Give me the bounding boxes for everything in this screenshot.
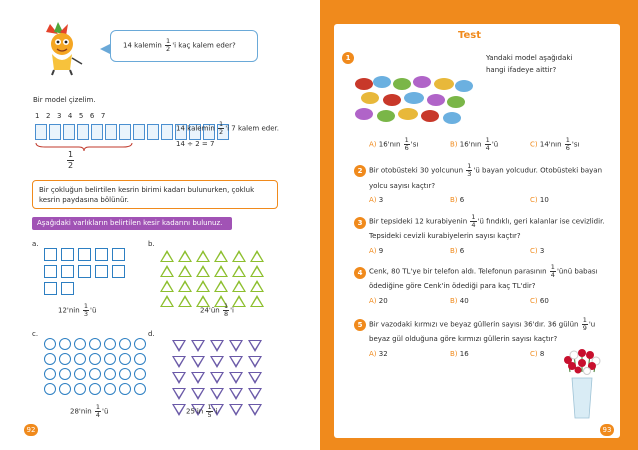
expr-pre: 28'nin [70, 407, 92, 416]
triangle-shape [160, 295, 174, 307]
circle-shape [119, 338, 131, 350]
triangle-shape [250, 250, 264, 262]
inverted-triangle-shape [229, 404, 243, 416]
triangle-shape [160, 280, 174, 292]
circle-shape [59, 353, 71, 365]
option-label: B) [450, 140, 458, 149]
circle-shape [134, 338, 146, 350]
option-value: 8 [539, 350, 545, 358]
circle-shape [44, 353, 56, 365]
circle-shape [44, 338, 56, 350]
fraction-denominator: 6 [565, 144, 570, 152]
item-letter-d: d. [148, 330, 155, 338]
q1-text-line1: Yandaki model aşağıdaki [486, 54, 573, 62]
q1-option-b[interactable] [450, 137, 498, 152]
fraction-numerator: 1 [83, 302, 89, 310]
square-shape [78, 265, 91, 278]
inverted-triangle-shape [229, 388, 243, 400]
triangle-shape [232, 250, 246, 262]
option-label: B) [450, 350, 458, 358]
bubble-text-post: 'i kaç kalem eder? [172, 41, 236, 50]
triangle-shape [178, 250, 192, 262]
circle-shape [104, 353, 116, 365]
q3-text-line1 [369, 214, 605, 229]
fraction-denominator: 2 [166, 45, 171, 53]
unit-cube [91, 124, 103, 140]
q4-option-c[interactable] [530, 297, 549, 306]
fraction-numerator: 1 [485, 136, 490, 144]
option-post: 'ü [491, 140, 499, 149]
model-heading: Bir model çizelim. [33, 96, 96, 104]
fraction-denominator: 3 [83, 310, 89, 318]
option-value: 3 [378, 196, 384, 204]
item-expression-c [70, 404, 108, 419]
inverted-triangle-shape [191, 340, 205, 352]
cube-number: 1 [35, 112, 40, 120]
circle-shape [89, 368, 101, 380]
calc-text-post: 'i 7 kalem eder. [225, 124, 279, 133]
circle-grid [44, 338, 146, 395]
option-label: C) [530, 140, 538, 149]
fraction-numerator: 1 [166, 37, 171, 45]
fraction-numerator: 1 [550, 263, 555, 271]
triangle-shape [196, 280, 210, 292]
triangle-shape [250, 265, 264, 277]
calc-text-pre: 14 kalemin [176, 124, 215, 133]
rose-vase-icon [562, 348, 602, 420]
calculation-1 [176, 121, 279, 136]
circle-shape [119, 368, 131, 380]
cube-number: 7 [100, 112, 106, 120]
inverted-triangle-shape [210, 372, 224, 384]
item-letter-a: a. [32, 240, 39, 248]
fraction-numerator: 1 [565, 136, 570, 144]
square-shape [112, 248, 125, 261]
unit-cube [119, 124, 131, 140]
expr-post: 'i [213, 407, 218, 416]
inverted-triangle-shape [248, 356, 262, 368]
q4-option-a[interactable] [369, 297, 388, 306]
circle-shape [59, 368, 71, 380]
triangle-shape [232, 280, 246, 292]
inverted-triangle-shape [210, 388, 224, 400]
fraction-denominator: 4 [471, 221, 476, 229]
q2-option-b[interactable] [450, 196, 464, 205]
option-label: C) [530, 350, 538, 358]
unit-cube [63, 124, 75, 140]
expr-post: 'ü [90, 306, 97, 315]
option-value: 6 [459, 247, 465, 255]
circle-shape [134, 353, 146, 365]
fraction-denominator: 2 [68, 161, 74, 170]
option-pre: 14'nın [539, 140, 562, 149]
square-shape [112, 265, 125, 278]
circle-shape [119, 353, 131, 365]
triangle-shape [232, 265, 246, 277]
item-letter-c: c. [32, 330, 39, 338]
question-number-1: 1 [342, 52, 354, 64]
triangle-shape [196, 265, 210, 277]
unit-cube [105, 124, 117, 140]
q3-pre: Bir tepsideki 12 kurabiyenin [369, 217, 468, 226]
inverted-triangle-shape [229, 356, 243, 368]
bubble-text-pre: 14 kalemin [123, 41, 162, 50]
square-shape [61, 265, 74, 278]
inverted-triangle-shape [191, 356, 205, 368]
inverted-triangle-shape [248, 404, 262, 416]
unit-cube [161, 124, 173, 140]
info-text: Bir çokluğun belirtilen kesrin birimi kadarı bulunurken, çokluk kesrin paydasına bölünür. [39, 186, 255, 204]
fraction-numerator: 1 [223, 302, 229, 310]
triangle-shape [160, 265, 174, 277]
option-value: 40 [459, 297, 469, 305]
circle-shape [74, 353, 86, 365]
expr-pre: 25'in [186, 407, 204, 416]
q1-option-c[interactable] [530, 137, 579, 152]
unit-cube [49, 124, 61, 140]
inverted-triangle-shape [210, 356, 224, 368]
expr-pre: 12'nin [58, 306, 80, 315]
fraction-numerator: 1 [68, 150, 74, 159]
inverted-triangle-shape [172, 340, 186, 352]
inverted-triangle-shape [229, 340, 243, 352]
circle-shape [74, 383, 86, 395]
triangle-shape [214, 265, 228, 277]
q2-option-c[interactable] [530, 196, 549, 205]
question-number-2: 2 [354, 165, 366, 177]
speech-bubble-tail [100, 44, 110, 54]
unit-cube [77, 124, 89, 140]
circle-shape [89, 353, 101, 365]
question-number-5: 5 [354, 319, 366, 331]
option-value: 32 [378, 350, 388, 358]
q4-text-line2: ödediğine göre Cenk'in ödediği para kaç TL'dir? [369, 282, 536, 290]
triangle-grid [160, 250, 265, 307]
square-shape [44, 282, 57, 295]
fraction-numerator: 1 [467, 162, 472, 170]
cube-number: 4 [67, 112, 73, 120]
inverted-triangle-shape [172, 388, 186, 400]
expr-pre: 24'ün [200, 306, 220, 315]
inverted-triangle-shape [172, 356, 186, 368]
q3-option-a[interactable] [369, 247, 383, 256]
fraction-denominator: 5 [207, 411, 212, 419]
circle-shape [104, 368, 116, 380]
q3-post: 'ü fındıklı, geri kalanlar ise cevizlidir. [477, 217, 605, 226]
circle-shape [134, 368, 146, 380]
q5-post: 'u [588, 320, 596, 329]
fraction-numerator: 1 [471, 213, 476, 221]
square-shape [61, 248, 74, 261]
q2-option-a[interactable] [369, 196, 383, 205]
colored-leaves-model-icon [352, 74, 482, 126]
q2-text-line1 [369, 163, 602, 178]
option-label: A) [369, 247, 377, 255]
option-value: 60 [539, 297, 549, 305]
square-shape [44, 248, 57, 261]
unit-cube [147, 124, 159, 140]
brace-fraction [66, 150, 75, 171]
q5-option-c[interactable] [530, 350, 544, 359]
q5-option-b[interactable] [450, 350, 469, 359]
inverted-triangle-shape [172, 372, 186, 384]
fraction-denominator: 4 [485, 144, 490, 152]
inverted-triangle-shape [191, 388, 205, 400]
fraction-numerator: 1 [95, 403, 101, 411]
circle-shape [119, 383, 131, 395]
option-value: 20 [378, 297, 388, 305]
cube-number: 6 [89, 112, 95, 120]
cube-number: 2 [45, 112, 51, 120]
square-shape [61, 282, 74, 295]
circle-shape [59, 338, 71, 350]
inverted-triangle-shape [191, 372, 205, 384]
circle-shape [44, 368, 56, 380]
option-label: B) [450, 247, 458, 255]
option-label: C) [530, 196, 538, 204]
triangle-shape [214, 280, 228, 292]
fraction-denominator: 6 [404, 144, 409, 152]
q2-pre: Bir otobüsteki 30 yolcunun [369, 166, 464, 175]
triangle-shape [178, 280, 192, 292]
q2-post: 'ü bayan yolcudur. Otobüsteki bayan [473, 166, 603, 175]
fraction-numerator: 1 [404, 136, 409, 144]
q5-pre: Bir vazodaki kırmızı ve beyaz güllerin sayısı 36'dır. 36 gülün [369, 320, 579, 329]
q2-text-line2: yolcu sayısı kaçtır? [369, 182, 436, 190]
bubble-fraction [165, 38, 171, 53]
triangle-shape [196, 250, 210, 262]
fraction-denominator: 3 [467, 170, 472, 178]
option-value: 16 [459, 350, 469, 358]
test-title: Test [458, 30, 482, 41]
cube-number: 5 [78, 112, 84, 120]
question-number-4: 4 [354, 267, 366, 279]
instruction-bar [32, 217, 232, 230]
calculation-2: 14 ÷ 2 = 7 [176, 140, 215, 148]
q4-pre: Cenk, 80 TL'ye bir telefon aldı. Telefonun parasının [369, 267, 547, 276]
option-pre: 16'nın [459, 140, 482, 149]
mascot-character-icon [36, 20, 86, 76]
circle-shape [104, 383, 116, 395]
circle-shape [89, 383, 101, 395]
option-label: C) [530, 297, 538, 305]
circle-shape [74, 338, 86, 350]
inverted-triangle-shape [248, 340, 262, 352]
circle-shape [89, 338, 101, 350]
option-label: B) [450, 196, 458, 204]
square-shape [44, 265, 57, 278]
option-label: C) [530, 247, 538, 255]
inverted-triangle-shape [210, 340, 224, 352]
triangle-shape [232, 295, 246, 307]
cube-numbers [35, 112, 105, 121]
instruction-text: Aşağıdaki varlıkların belirtilen kesir kadarını bulunuz. [37, 219, 223, 227]
inverted-triangle-shape [248, 388, 262, 400]
q4-post: 'ünü babası [556, 267, 598, 276]
q4-option-b[interactable] [450, 297, 469, 306]
fraction-denominator: 9 [582, 324, 587, 332]
circle-shape [59, 383, 71, 395]
option-label: B) [450, 297, 458, 305]
q3-option-b[interactable] [450, 247, 464, 256]
bubble-question [123, 38, 236, 53]
option-label: A) [369, 350, 377, 358]
speech-bubble [110, 30, 258, 62]
q1-option-a[interactable] [369, 137, 418, 152]
item-letter-b: b. [148, 240, 155, 248]
fraction-denominator: 4 [550, 271, 555, 279]
fraction-numerator: 1 [207, 403, 212, 411]
triangle-shape [160, 250, 174, 262]
square-shape [78, 248, 91, 261]
q5-option-a[interactable] [369, 350, 388, 359]
option-post: 'sı [410, 140, 419, 149]
inverted-triangle-shape [172, 404, 186, 416]
fraction-numerator: 1 [582, 316, 587, 324]
inverted-triangle-shape [229, 372, 243, 384]
fraction-denominator: 4 [95, 411, 101, 419]
page-number-left: 92 [24, 424, 38, 436]
fraction-numerator: 1 [219, 120, 224, 128]
fraction-denominator: 8 [223, 310, 229, 318]
square-shape [95, 248, 108, 261]
triangle-shape [214, 250, 228, 262]
q1-text-line2: hangi ifadeye aittir? [486, 66, 557, 74]
option-label: A) [369, 297, 377, 305]
square-grid [44, 248, 125, 295]
fraction-denominator: 2 [219, 128, 224, 136]
triangle-shape [250, 295, 264, 307]
expr-post: 'ü [102, 407, 109, 416]
circle-shape [74, 368, 86, 380]
info-box [32, 180, 278, 209]
option-value: 9 [378, 247, 384, 255]
page-number-right: 93 [600, 424, 614, 436]
cube-number: 3 [56, 112, 62, 120]
question-number-3: 3 [354, 217, 366, 229]
q5-text-line1 [369, 317, 595, 332]
q5-text-line2: beyaz gül olduğuna göre kırmızı güllerin sayısı kaçtır? [369, 335, 558, 343]
triangle-shape [178, 265, 192, 277]
curly-brace [35, 142, 133, 152]
item-expression-a [58, 303, 96, 318]
triangle-shape [250, 280, 264, 292]
item-expression-d [186, 404, 217, 419]
q3-option-c[interactable] [530, 247, 544, 256]
option-post: 'sı [571, 140, 580, 149]
unit-cube [133, 124, 145, 140]
option-value: 3 [539, 247, 545, 255]
circle-shape [44, 383, 56, 395]
expr-post: 'i [230, 306, 234, 315]
inverted-triangle-shape [248, 372, 262, 384]
square-shape [95, 265, 108, 278]
q3-text-line2: Tepsideki cevizli kurabiyelerin sayısı kaçtır? [369, 232, 521, 240]
option-label: A) [369, 140, 377, 149]
circle-shape [134, 383, 146, 395]
option-label: A) [369, 196, 377, 204]
option-value: 6 [459, 196, 465, 204]
triangle-shape [178, 295, 192, 307]
circle-shape [104, 338, 116, 350]
item-expression-b [200, 303, 234, 318]
q4-text-line1 [369, 264, 597, 279]
option-value: 10 [539, 196, 549, 204]
unit-cube [35, 124, 47, 140]
option-pre: 16'nın [378, 140, 401, 149]
